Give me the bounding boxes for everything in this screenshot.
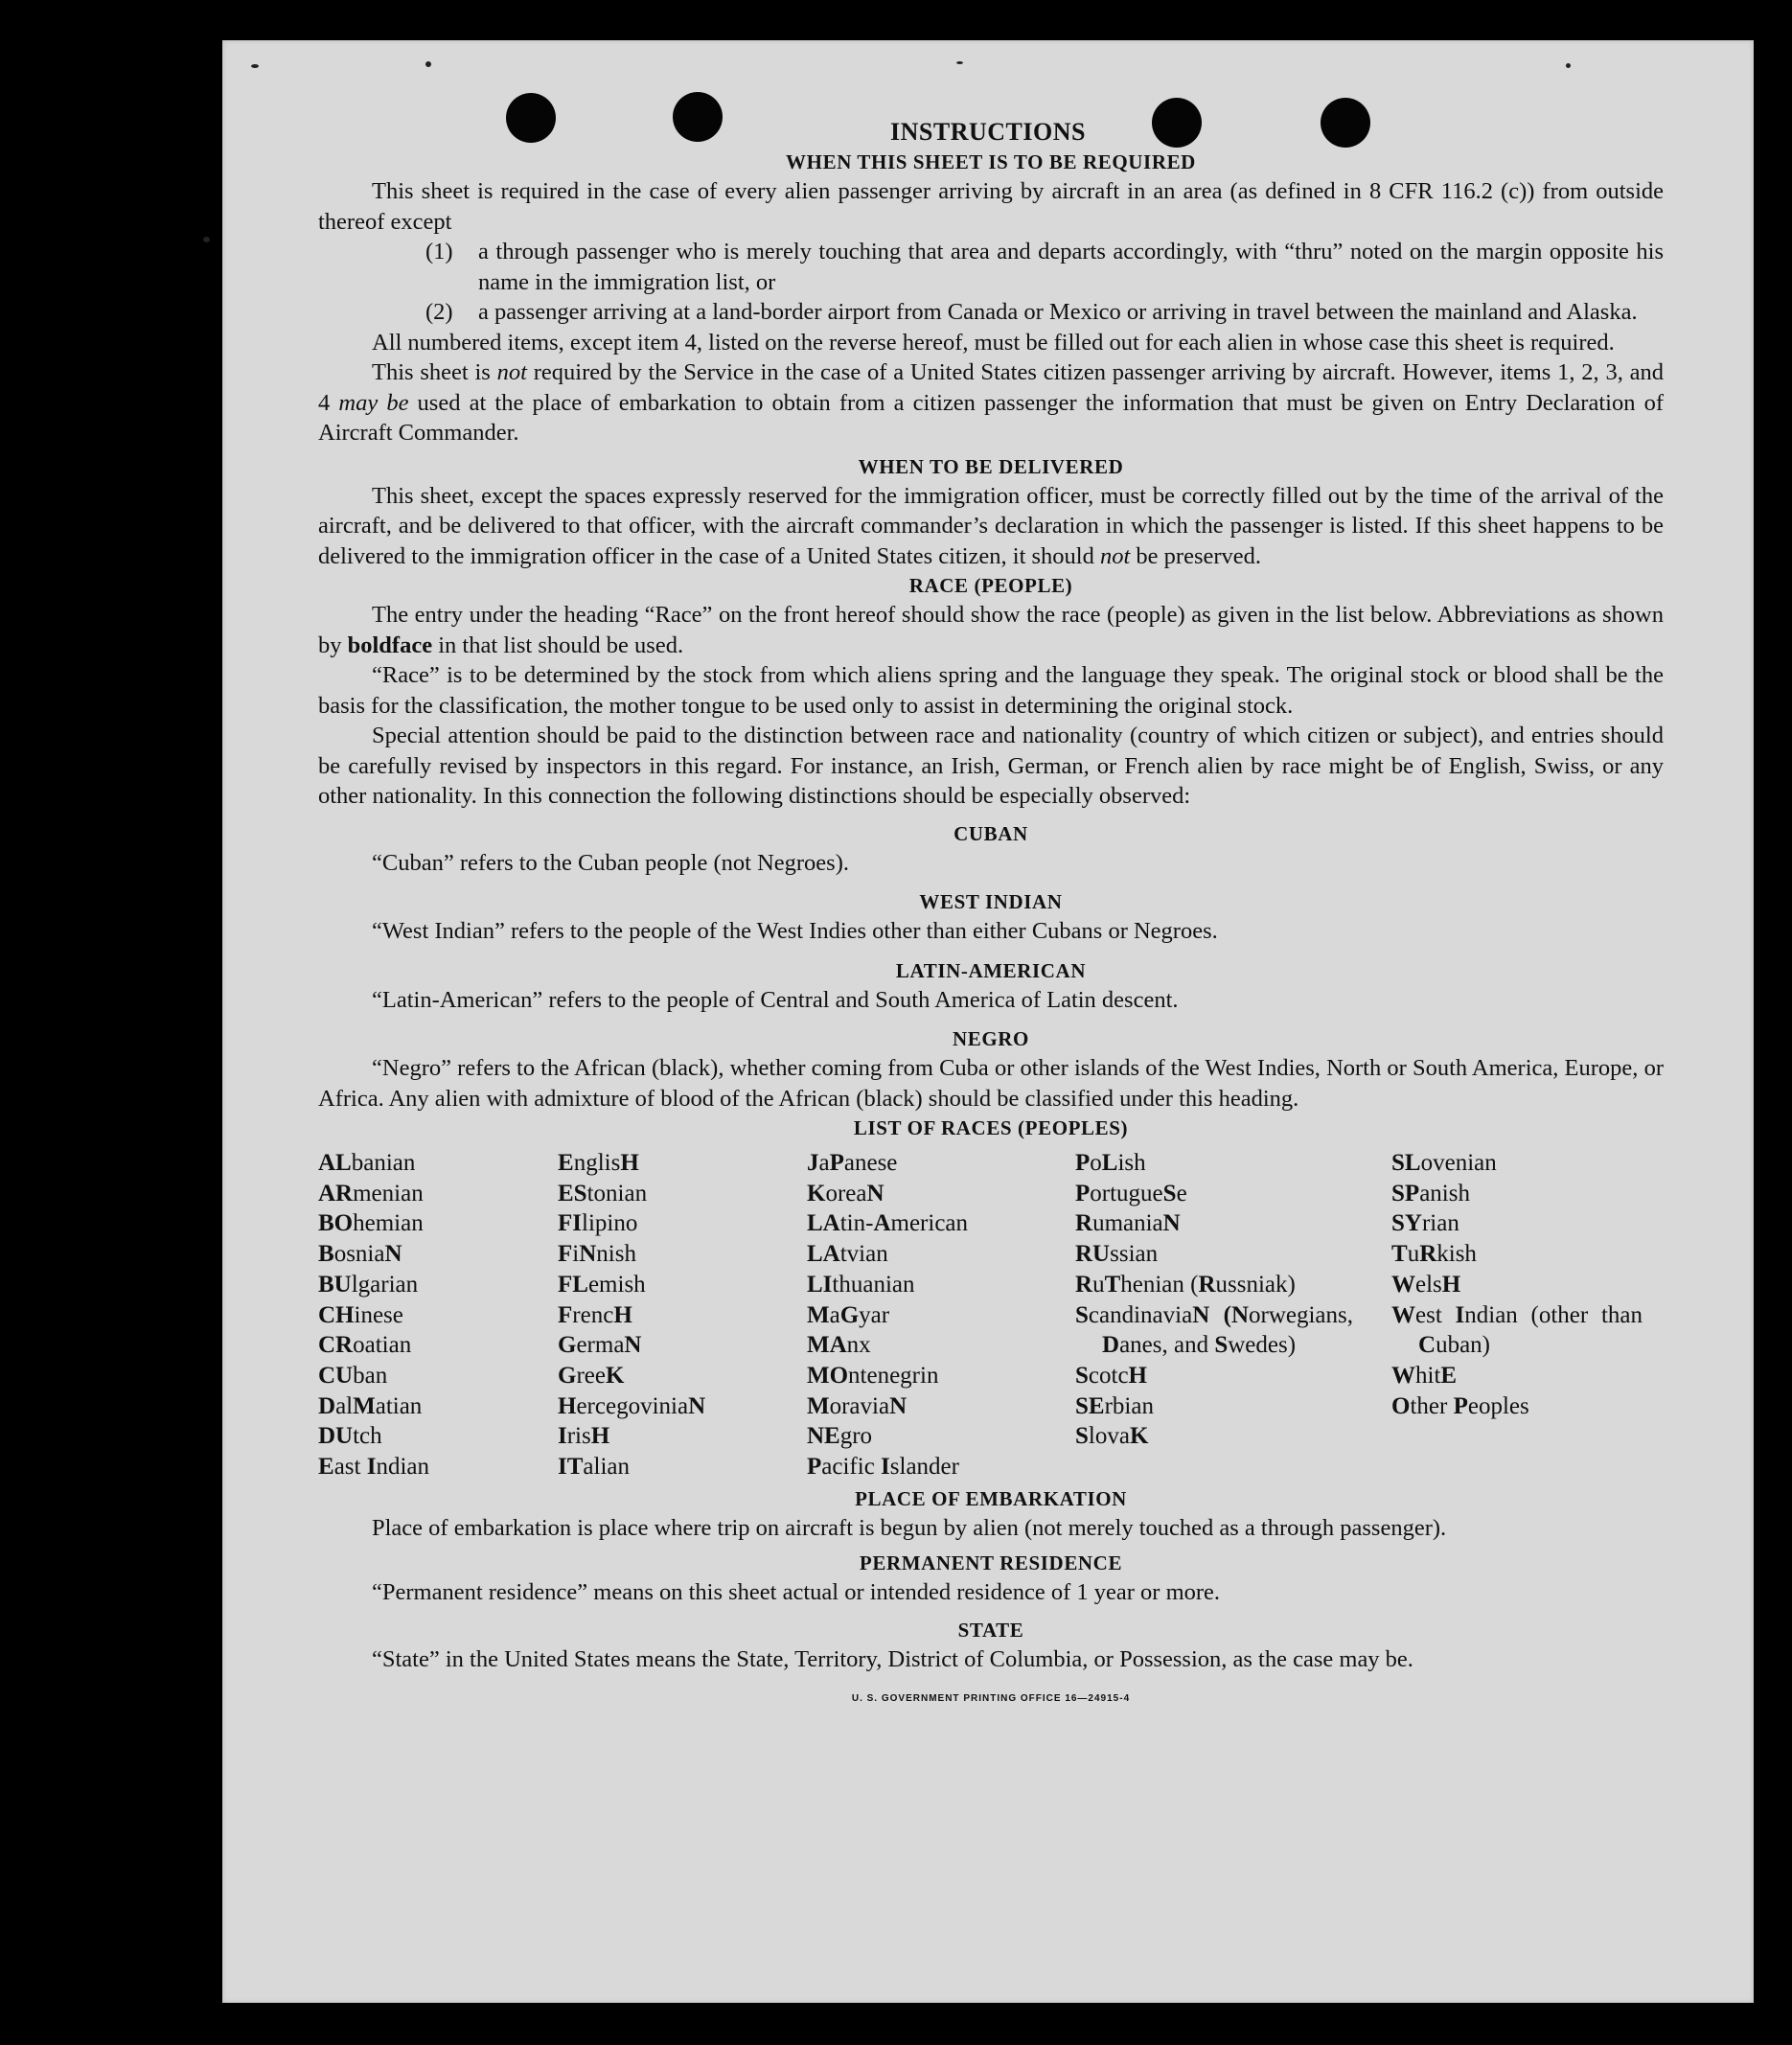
race-entry: West Indian (other than Cuban) xyxy=(1391,1301,1643,1359)
section-heading: PERMANENT RESIDENCE xyxy=(859,1551,1123,1575)
race-entry: LAtin-American xyxy=(807,1210,969,1237)
race-entry: TuRkish xyxy=(1391,1241,1477,1268)
race-entry: MAnx xyxy=(807,1332,871,1359)
speck xyxy=(425,61,431,67)
paragraph: “Latin-American” refers to the people of Central and South America of Latin descent. xyxy=(372,986,1179,1013)
race-entry: ITalian xyxy=(558,1454,630,1481)
race-entry: MoraviaN xyxy=(807,1392,907,1419)
race-entry: CHinese xyxy=(318,1301,403,1328)
speck xyxy=(956,61,963,64)
paragraph: “West Indian” refers to the people of the West Indies other than either Cubans or Negroes. xyxy=(372,918,1218,944)
document-page xyxy=(222,40,1754,2003)
race-list xyxy=(318,1148,1664,1482)
race-entry: Pacific Islander xyxy=(807,1454,959,1481)
race-entry: East Indian xyxy=(318,1454,429,1481)
race-entry: DUtch xyxy=(318,1423,382,1450)
race-entry: FLemish xyxy=(558,1271,646,1298)
race-entry: ARmenian xyxy=(318,1180,424,1206)
paragraph: Place of embarkation is place where trip on aircraft is begun by alien (not merely touched as a through passenger). xyxy=(372,1514,1447,1541)
race-entry: GermaN xyxy=(558,1332,642,1359)
race-entry: EnglisH xyxy=(558,1150,639,1176)
section-heading: WHEN THIS SHEET IS TO BE REQUIRED xyxy=(786,150,1196,173)
paragraph: The entry under the heading “Race” on the front hereof should show the race (people) as given in the list below. Abbreviations as shown by boldface in that list should be used. xyxy=(318,602,1664,658)
race-entry: RUssian xyxy=(1075,1241,1159,1268)
race-entry: WhitE xyxy=(1391,1362,1458,1389)
item-number: (1) xyxy=(425,239,453,264)
speck xyxy=(203,237,210,242)
race-entry: BOhemian xyxy=(318,1210,424,1237)
race-entry: SlovaK xyxy=(1075,1423,1149,1450)
race-entry: PortugueSe xyxy=(1075,1180,1187,1206)
section-heading: STATE xyxy=(957,1618,1024,1642)
section-heading: CUBAN xyxy=(953,821,1028,845)
race-entry: BosniaN xyxy=(318,1241,402,1268)
item-number: (2) xyxy=(425,299,453,325)
race-entry: SErbian xyxy=(1075,1392,1154,1419)
race-column xyxy=(1075,1148,1353,1482)
paragraph: “Cuban” refers to the Cuban people (not Negroes). xyxy=(372,849,849,876)
paragraph: “Race” is to be determined by the stock from which aliens spring and the language they speak. The original stock or blood shall be the basis for the classification, the mother tongue to be used only to assist in determining the original stock. xyxy=(318,662,1664,719)
race-entry: FrencH xyxy=(558,1301,632,1328)
paragraph: “State” in the United States means the State, Territory, District of Columbia, or Possession, as the case may be. xyxy=(372,1645,1413,1672)
race-entry: ScandinaviaN (Norwegians, Danes, and Swedes) xyxy=(1075,1301,1353,1359)
race-entry: LAtvian xyxy=(807,1241,888,1268)
race-entry: RumaniaN xyxy=(1075,1210,1181,1237)
paragraph: “Permanent residence” means on this sheet actual or intended residence of 1 year or more. xyxy=(372,1579,1221,1606)
race-entry: FIlipino xyxy=(558,1210,638,1237)
printer-imprint: U. S. GOVERNMENT PRINTING OFFICE 16—24915-4 xyxy=(851,1693,1131,1705)
race-entry: WelsH xyxy=(1391,1271,1461,1298)
race-entry: HercegoviniaN xyxy=(558,1392,706,1419)
speck xyxy=(251,64,259,68)
race-entry: FiNnish xyxy=(558,1241,636,1268)
race-entry: MOntenegrin xyxy=(807,1362,939,1389)
race-entry: LIthuanian xyxy=(807,1271,915,1298)
race-entry: CUban xyxy=(318,1362,388,1389)
race-entry: PoLish xyxy=(1075,1150,1146,1176)
list-item xyxy=(425,237,1664,297)
race-entry: SPanish xyxy=(1391,1180,1470,1206)
paragraph: All numbered items, except item 4, listed on the reverse hereof, must be filled out for each alien in whose case this sheet is required. xyxy=(372,329,1615,356)
race-column xyxy=(558,1148,807,1482)
race-column xyxy=(1391,1148,1643,1482)
race-entry: DalMatian xyxy=(318,1392,423,1419)
race-entry: GreeK xyxy=(558,1362,625,1389)
paragraph: This sheet, except the spaces expressly reserved for the immigration officer, must be correctly filled out by the time of the arrival of the aircraft, and be delivered to that officer, with the aircraft commander’s declaration in which the passenger is listed. If this sheet happens to be delivered to the immigration officer in the case of a United States citizen, it should not be preserved. xyxy=(318,482,1664,569)
race-entry: Other Peoples xyxy=(1391,1392,1529,1419)
race-column xyxy=(807,1148,1075,1482)
list-item xyxy=(425,297,1664,328)
section-heading: LIST OF RACES (PEOPLES) xyxy=(853,1116,1129,1139)
race-entry: BUlgarian xyxy=(318,1271,419,1298)
race-entry: JaPanese xyxy=(807,1150,898,1176)
paragraph: This sheet is required in the case of every alien passenger arriving by aircraft in an area (as defined in 8 CFR 116.2 (c)) from outside thereof except xyxy=(318,178,1664,235)
section-heading: WEST INDIAN xyxy=(919,890,1063,913)
section-heading: PLACE OF EMBARKATION xyxy=(855,1486,1127,1510)
section-heading: NEGRO xyxy=(952,1027,1029,1050)
paragraph: Special attention should be paid to the distinction between race and nationality (country of which citizen or subject), and entries should be carefully revised by inspectors in this regard. For instance, an Irish, German, or French alien by race might be of English, Swiss, or any other nationality. In this connection the following distinctions should be especially observed: xyxy=(318,723,1664,809)
speck xyxy=(1566,63,1571,68)
race-entry: ScotcH xyxy=(1075,1362,1147,1389)
page-title: INSTRUCTIONS xyxy=(890,118,1086,146)
paragraph: This sheet is not required by the Service in the case of a United States citizen passenger arriving by aircraft. However, items 1, 2, 3, and 4 may be used at the place of embarkation to obtain from a citizen passenger the information that must be given on Entry Declaration of Aircraft Commander. xyxy=(318,359,1664,446)
item-text: a through passenger who is merely touching that area and departs accordingly, with “thru” noted on the margin opposite his name in the immigration list, or xyxy=(478,239,1664,295)
race-entry: RuThenian (Russniak) xyxy=(1075,1271,1296,1298)
race-entry: NEgro xyxy=(807,1423,873,1450)
race-entry: KoreaN xyxy=(807,1180,885,1206)
section-heading: WHEN TO BE DELIVERED xyxy=(858,454,1124,478)
race-entry: MaGyar xyxy=(807,1301,890,1328)
paragraph: “Negro” refers to the African (black), whether coming from Cuba or other islands of the West Indies, North or South America, Europe, or Africa. Any alien with admixture of blood of the African (black) should be classified under this heading. xyxy=(318,1055,1664,1112)
item-text: a passenger arriving at a land-border airport from Canada or Mexico or arriving in travel between the mainland and Alaska. xyxy=(478,299,1638,325)
race-entry: SLovenian xyxy=(1391,1150,1497,1176)
race-entry: EStonian xyxy=(558,1180,648,1206)
race-entry: CRoatian xyxy=(318,1332,412,1359)
section-heading: LATIN-AMERICAN xyxy=(895,958,1087,982)
race-entry: ALbanian xyxy=(318,1150,416,1176)
race-entry: IrisH xyxy=(558,1423,610,1450)
race-entry: SYrian xyxy=(1391,1210,1459,1237)
section-heading: RACE (PEOPLE) xyxy=(908,574,1073,597)
race-column xyxy=(318,1148,558,1482)
instructions-body xyxy=(318,148,1664,1714)
